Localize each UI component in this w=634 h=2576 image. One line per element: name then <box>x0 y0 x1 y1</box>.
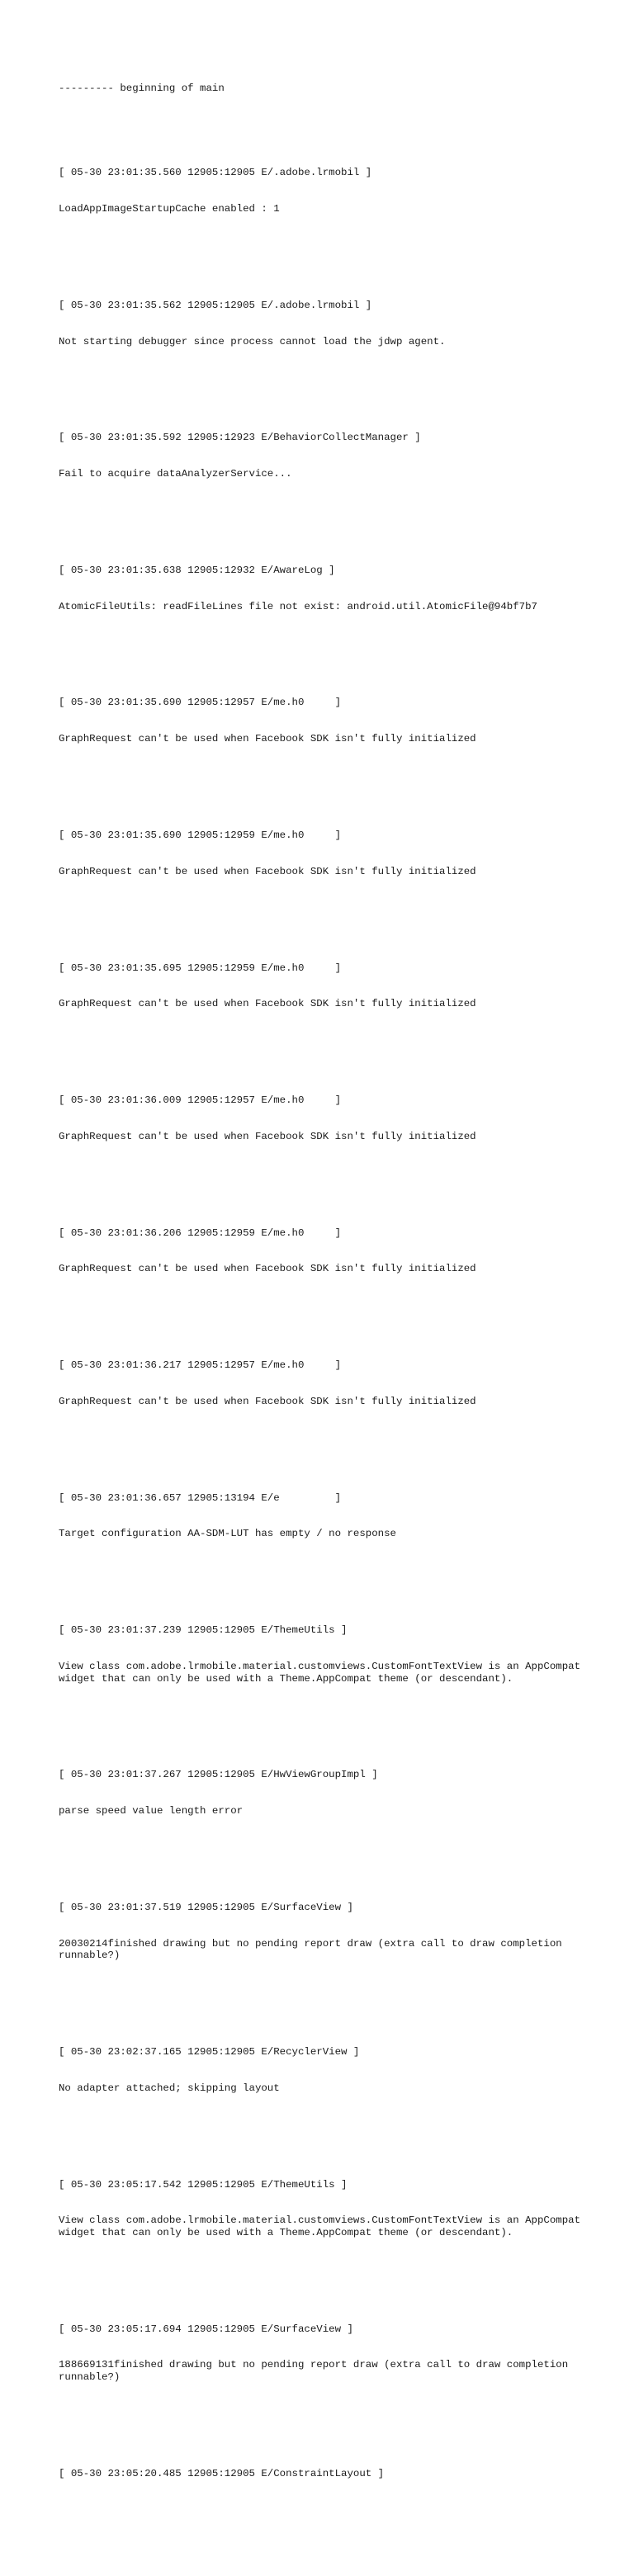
log-entry <box>59 1745 620 1841</box>
log-entry-meta: [ 05-30 23:01:35.695 12905:12959 E/me.h0 ] <box>59 962 342 974</box>
log-entry-meta: [ 05-30 23:02:37.165 12905:12905 E/RecyclerView ] <box>59 2045 360 2058</box>
log-entry-message: Fail to acquire dataAnalyzerService... <box>59 468 292 480</box>
log-entry-message: GraphRequest can't be used when Facebook SDK isn't fully initialized <box>59 1130 476 1142</box>
log-entry-message: 188669131finished drawing but no pending report draw (extra call to draw completion runnable?) <box>59 2359 575 2383</box>
log-entry-message: Target configuration AA-SDM-LUT has empty / no response <box>59 1528 396 1540</box>
log-entry <box>59 143 620 239</box>
log-entry <box>59 938 620 1034</box>
log-entry-message: GraphRequest can't be used when Facebook SDK isn't fully initialized <box>59 1395 476 1407</box>
log-entry-meta: [ 05-30 23:01:37.519 12905:12905 E/SurfaceView ] <box>59 1901 353 1913</box>
log-entry-message: View class com.adobe.lrmobile.material.customviews.CustomFontTextView is an AppCompat widget that can only be used with a Theme.AppCompat theme (or descendant). <box>59 1660 587 1685</box>
log-entry <box>59 2444 620 2528</box>
log-entry <box>59 1468 620 1564</box>
log-entry-meta: [ 05-30 23:01:35.690 12905:12959 E/me.h0 ] <box>59 830 342 841</box>
log-entry-meta: [ 05-30 23:01:36.206 12905:12959 E/me.h0 ] <box>59 1227 342 1239</box>
log-document <box>59 59 620 2576</box>
log-entry <box>59 1071 620 1167</box>
log-entry <box>59 2154 620 2262</box>
log-entry-message: GraphRequest can't be used when Facebook SDK isn't fully initialized <box>59 865 476 877</box>
log-entry-message: View class com.adobe.lrmobile.material.customviews.CustomFontTextView is an AppCompat widget that can only be used with a Theme.AppCompat theme (or descendant). <box>59 2214 587 2238</box>
log-entry-meta: [ 05-30 23:05:20.485 12905:12905 E/ConstraintLayout ] <box>59 2467 385 2479</box>
log-entry-meta: [ 05-30 23:05:17.542 12905:12905 E/ThemeUtils ] <box>59 2178 348 2191</box>
log-entry-message: No adapter attached; skipping layout <box>59 2082 280 2094</box>
log-entry <box>59 673 620 769</box>
log-entry-meta: [ 05-30 23:01:35.638 12905:12932 E/AwareLog ] <box>59 564 335 576</box>
log-entry <box>59 2022 620 2119</box>
log-entry-message: LoadAppImageStartupCache enabled : 1 <box>59 203 280 215</box>
log-entry-meta: [ 05-30 23:01:36.009 12905:12957 E/me.h0 ] <box>59 1094 342 1107</box>
log-entry-meta: [ 05-30 23:01:37.239 12905:12905 E/ThemeUtils ] <box>59 1624 348 1637</box>
log-entries <box>59 119 620 2564</box>
log-entry-message: GraphRequest can't be used when Facebook SDK isn't fully initialized <box>59 1263 476 1275</box>
log-entry-meta: [ 05-30 23:01:35.560 12905:12905 E/.adobe.lrmobil ] <box>59 167 372 179</box>
log-entry-meta: [ 05-30 23:01:37.267 12905:12905 E/HwViewGroupImpl ] <box>59 1769 378 1781</box>
log-entry-message: 20030214finished drawing but no pending report draw (extra call to draw completion runnable?) <box>59 1937 569 1962</box>
log-entry-message: GraphRequest can't be used when Facebook SDK isn't fully initialized <box>59 733 476 745</box>
log-entry-meta: [ 05-30 23:05:17.694 12905:12905 E/SurfaceView ] <box>59 2323 353 2335</box>
log-entry-meta: [ 05-30 23:01:35.592 12905:12923 E/BehaviorCollectManager ] <box>59 432 421 444</box>
log-entry <box>59 541 620 637</box>
log-entry <box>59 408 620 504</box>
log-entry <box>59 806 620 902</box>
log-entry <box>59 2299 620 2407</box>
log-entry <box>59 1203 620 1299</box>
log-entry-message: AtomicFileUtils: readFileLines file not exist: android.util.AtomicFile@94bf7b7 <box>59 600 537 612</box>
log-entry <box>59 1600 620 1709</box>
log-entry-message: GraphRequest can't be used when Facebook SDK isn't fully initialized <box>59 998 476 1010</box>
log-entry-meta: [ 05-30 23:01:35.690 12905:12957 E/me.h0 ] <box>59 697 342 709</box>
log-entry-meta: [ 05-30 23:01:36.657 12905:13194 E/e ] <box>59 1491 342 1504</box>
log-entry-message: parse speed value length error <box>59 1805 244 1817</box>
log-entry-message: Not starting debugger since process cannot load the jdwp agent. <box>59 335 446 347</box>
log-entry <box>59 1878 620 1986</box>
log-entry-meta: [ 05-30 23:01:35.562 12905:12905 E/.adobe.lrmobil ] <box>59 299 372 311</box>
log-entry <box>59 276 620 372</box>
log-entry <box>59 1335 620 1432</box>
log-header: --------- beginning of main <box>59 83 225 95</box>
log-entry-meta: [ 05-30 23:01:36.217 12905:12957 E/me.h0 ] <box>59 1359 342 1372</box>
